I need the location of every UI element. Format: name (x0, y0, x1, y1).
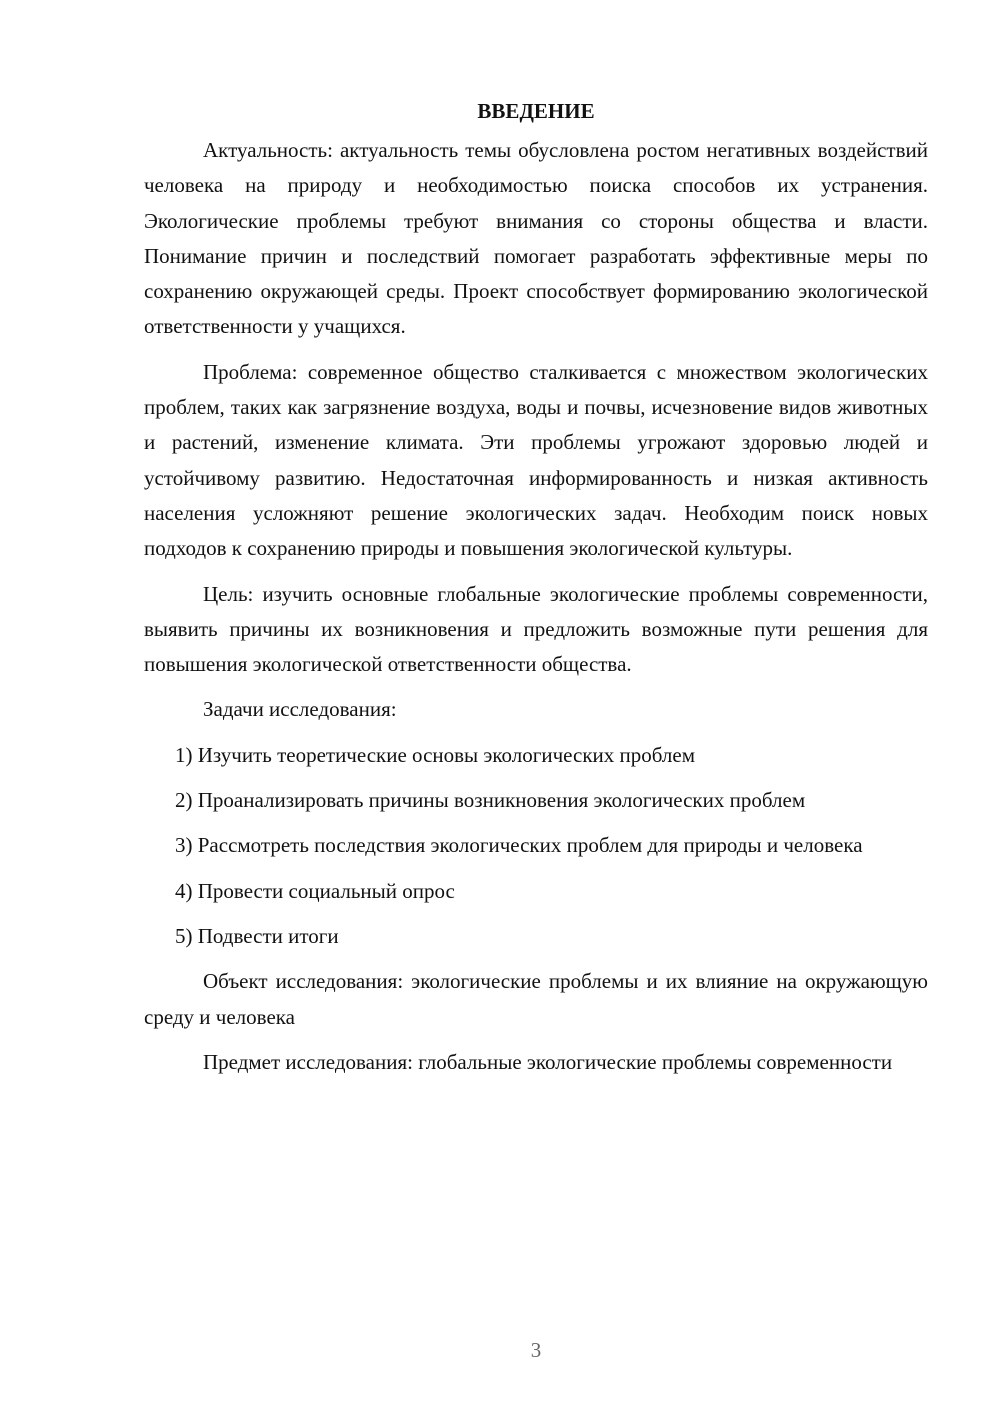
tasks-heading: Задачи исследования: (203, 697, 397, 722)
task-item-1: 1) Изучить теоретические основы экологических проблем (175, 742, 696, 767)
goal-paragraph: Цель: изучить основные глобальные экологические проблемы современности, выявить причины их возникновения и предложить возможные пути решения для повышения экологической ответственности общества. (144, 581, 928, 677)
problem-paragraph: Проблема: современное общество сталкивается с множеством экологических проблем, таких как загрязнение воздуха, воды и почвы, исчезновение видов животных и растений, изменение климата. Эти проблемы угрожают здоровью людей и устойчивому развитию. Недостаточная информированность и низкая активность населения усложняют решение экологических задач. Необходим поиск новых подходов к сохранению природы и повышения экологической культуры. (144, 359, 928, 561)
relevance-paragraph: Актуальность: актуальность темы обусловлена ростом негативных воздействий человека на природу и необходимостью поиска способов их устранения. Экологические проблемы требуют внимания со стороны общества и власти. Понимание причин и последствий помогает разработать эффективные меры по сохранению окружающей среды. Проект способствует формированию экологической ответственности у учащихся. (144, 138, 928, 339)
section-title: ВВЕДЕНИЕ (477, 99, 595, 123)
task-item-5: 5) Подвести итоги (175, 923, 339, 948)
research-object-paragraph: Объект исследования: экологические проблемы и их влияние на окружающую среду и человека (144, 969, 928, 1029)
page-number: 3 (530, 1338, 542, 1362)
task-item-4: 4) Провести социальный опрос (175, 878, 455, 903)
task-item-3: 3) Рассмотреть последствия экологических проблем для природы и человека (175, 833, 863, 858)
document-body (144, 94, 928, 1090)
task-item-2: 2) Проанализировать причины возникновения экологических проблем (175, 788, 806, 813)
research-subject-paragraph: Предмет исследования: глобальные экологические проблемы современности (203, 1049, 893, 1074)
